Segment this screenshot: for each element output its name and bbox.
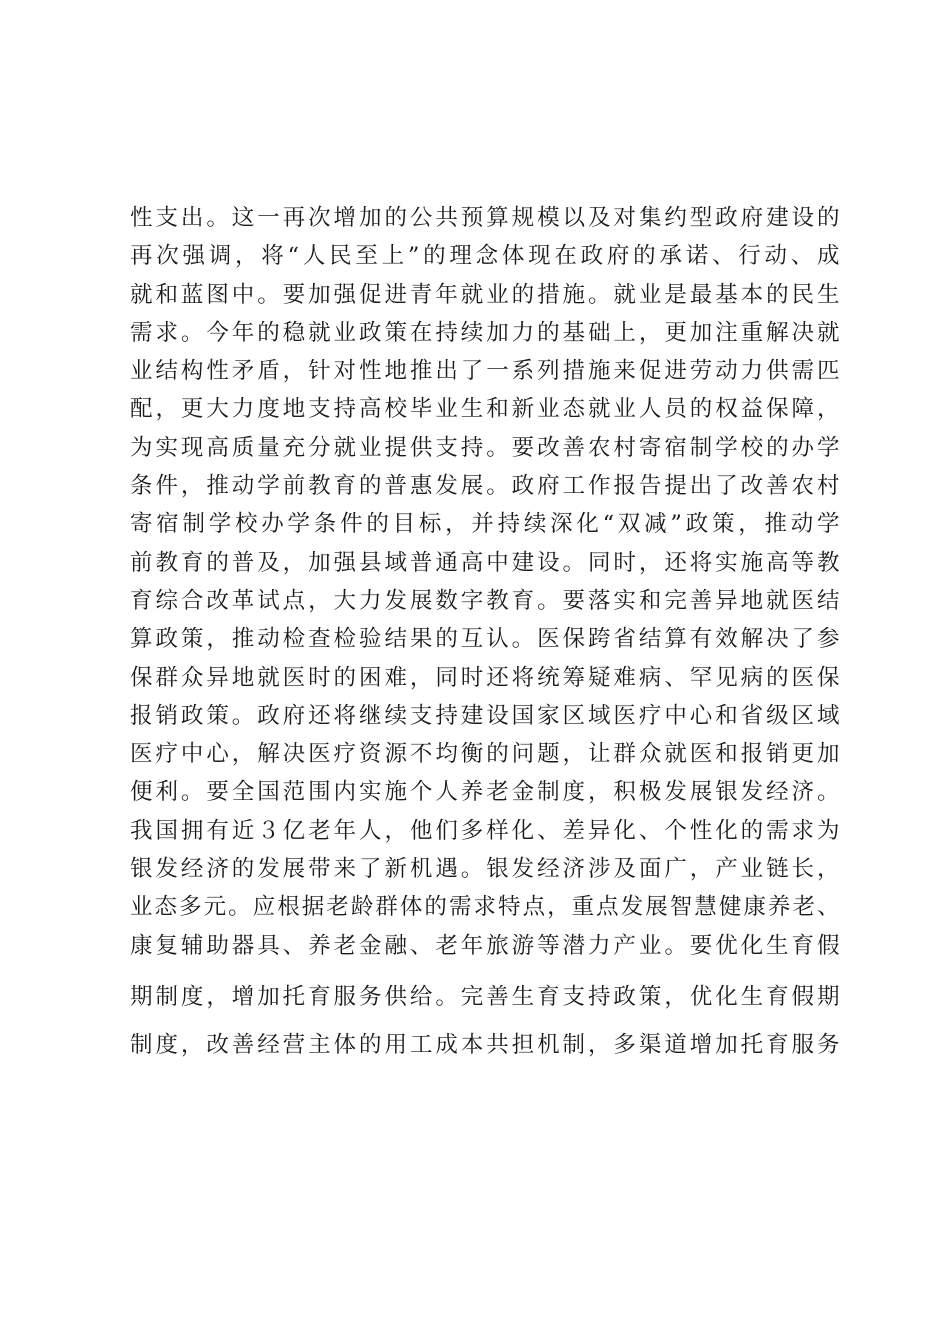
text-line: 便利。要全国范围内实施个人养老金制度，积极发展银发经济。 [130,779,840,806]
text-line: 需求。今年的稳就业政策在持续加力的基础上，更加注重解决就 [130,319,840,346]
text-line: 康复辅助器具、养老金融、老年旅游等潜力产业。要优化生育假 [130,932,840,959]
text-line: 寄宿制学校办学条件的目标，并持续深化“双减”政策，推动学 [130,511,840,538]
text-line: 为实现高质量充分就业提供支持。要改善农村寄宿制学校的办学 [130,434,840,461]
body-paragraph [130,199,840,1065]
text-line: 制度，改善经营主体的用工成本共担机制，多渠道增加托育服务 [130,1032,840,1059]
text-line: 报销政策。政府还将继续支持建设国家区域医疗中心和省级区域 [130,702,840,729]
text-line: 性支出。这一再次增加的公共预算规模以及对集约型政府建设的 [130,205,840,231]
text-line: 就和蓝图中。要加强促进青年就业的措施。就业是最基本的民生 [130,281,840,308]
text-line: 配，更大力度地支持高校毕业生和新业态就业人员的权益保障， [130,396,840,423]
text-line: 医疗中心，解决医疗资源不均衡的问题，让群众就医和报销更加 [130,741,840,768]
text-line: 算政策，推动检查检验结果的互认。医保跨省结算有效解决了参 [130,626,840,653]
text-line: 条件，推动学前教育的普惠发展。政府工作报告提出了改善农村 [130,473,840,500]
text-line: 前教育的普及，加强县域普通高中建设。同时，还将实施高等教 [130,549,840,576]
text-line: 保群众异地就医时的困难，同时还将统筹疑难病、罕见病的医保 [130,664,840,691]
text-line: 期制度，增加托育服务供给。完善生育支持政策，优化生育假期 [130,983,840,1010]
text-line: 银发经济的发展带来了新机遇。银发经济涉及面广，产业链长， [130,856,840,883]
text-line: 育综合改革试点，大力发展数字教育。要落实和完善异地就医结 [130,587,840,614]
text-line: 再次强调，将“人民至上”的理念体现在政府的承诺、行动、成 [130,243,840,270]
text-line: 我国拥有近３亿老年人，他们多样化、差异化、个性化的需求为 [130,817,840,844]
text-line: 业结构性矛盾，针对性地推出了一系列措施来促进劳动力供需匹 [130,358,840,385]
text-line: 业态多元。应根据老龄群体的需求特点，重点发展智慧健康养老、 [130,894,840,921]
